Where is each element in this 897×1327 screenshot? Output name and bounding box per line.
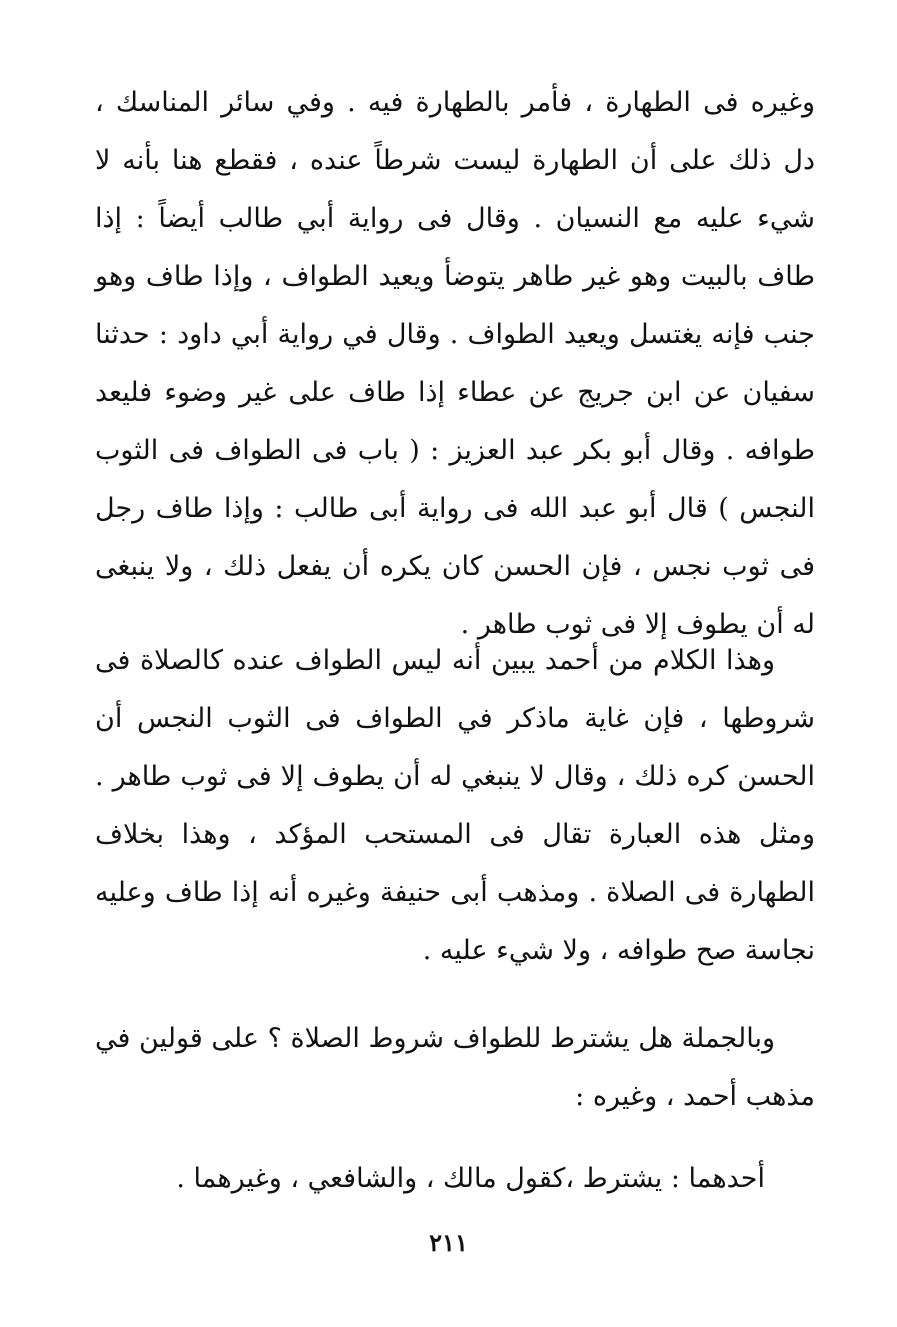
paragraph-4: أحدهما : يشترط ،كقول مالك ، والشافعي ، وغيرهما .: [176, 1163, 765, 1194]
paragraph-2: وهذا الكلام من أحمد يبين أنه ليس الطواف عنده كالصلاة فى شروطها ، فإن غاية ماذكر في الطواف فى الثوب النجس أن الحسن كره ذلك ، وقال لا ينبغي له أن يطوف إلا فى ثوب طاهر . ومثل هذه العبارة تقال فى المستحب المؤكد ، وهذا بخلاف الطهارة فى الصلاة . ومذهب أبى حنيفة وغيره أنه إذا طاف وعليه نجاسة صح طوافه ، ولا شيء عليه .: [95, 645, 815, 966]
paragraph-3: وبالجملة هل يشترط للطواف شروط الصلاة ؟ على قولين في مذهب أحمد ، وغيره :: [95, 1023, 815, 1112]
page-number: ٢١١: [429, 1228, 468, 1257]
paragraph-1: وغيره فى الطهارة ، فأمر بالطهارة فيه . وفي سائر المناسك ، دل ذلك على أن الطهارة ليست شرطاً عنده ، فقطع هنا بأنه لا شيء عليه مع النسيان . وقال فى رواية أبي طالب أيضاً : إذا طاف بالبيت وهو غير طاهر يتوضأ ويعيد الطواف ، وإذا طاف وهو جنب فإنه يغتسل ويعيد الطواف . وقال في رواية أبي داود : حدثنا سفيان عن ابن جريج عن عطاء إذا طاف على غير وضوء فليعد طوافه . وقال أبو بكر عبد العزيز : ( باب فى الطواف فى الثوب النجس ) قال أبو عبد الله فى رواية أبى طالب : وإذا طاف رجل فى ثوب نجس ، فإن الحسن كان يكره أن يفعل ذلك ، ولا ينبغى له أن يطوف إلا فى ثوب طاهر .: [95, 87, 815, 640]
